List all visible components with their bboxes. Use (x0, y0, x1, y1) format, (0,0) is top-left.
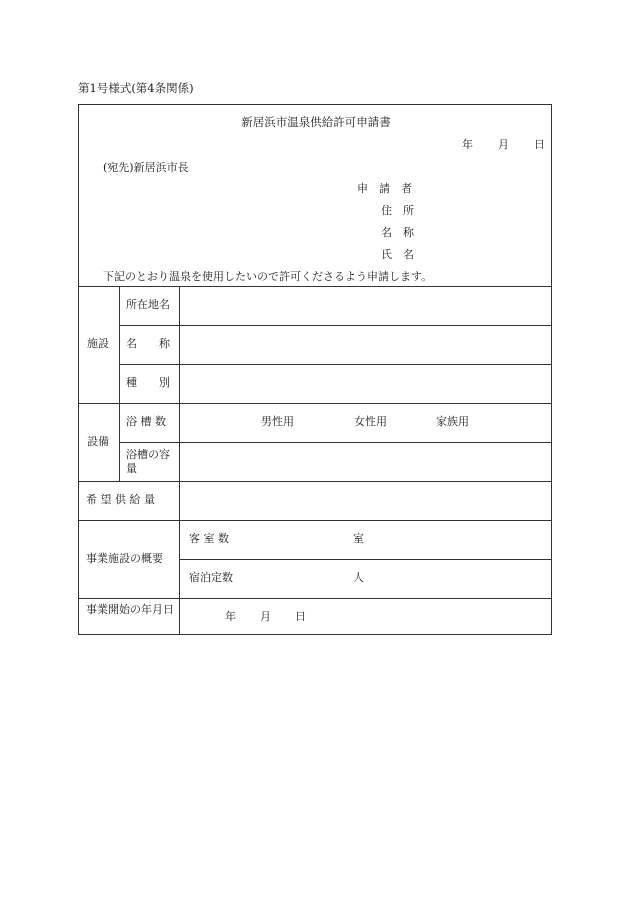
applicant-person-label: 氏 名 (381, 248, 414, 261)
form-number: 第1号様式(第4条関係) (78, 81, 194, 95)
room-unit: 室 (353, 532, 364, 545)
family-label: 家族用 (436, 415, 469, 428)
male-label: 男性用 (261, 415, 294, 428)
facility-type-label: 種 別 (126, 376, 170, 389)
equipment-group-label: 設備 (87, 435, 109, 448)
start-date-label: 事業開始の年月日 (86, 603, 174, 616)
date-year: 年 (462, 138, 473, 151)
applicant-label: 申 請 者 (357, 182, 412, 195)
capacity-label: 宿泊定数 (189, 571, 233, 584)
capacity-unit: 人 (353, 571, 364, 584)
room-count-label: 客 室 数 (189, 532, 229, 545)
female-label: 女性用 (354, 415, 387, 428)
table-top-border (79, 286, 551, 287)
facility-group-label: 施設 (87, 337, 109, 350)
business-overview-label: 事業施設の概要 (86, 552, 163, 565)
bath-count-label: 浴 槽 数 (126, 415, 166, 428)
facility-name-label: 名 称 (126, 337, 170, 350)
request-text: 下記のとおり温泉を使用したいので許可くださるよう申請します。 (103, 270, 433, 283)
desired-supply-label: 希 望 供 給 量 (86, 493, 155, 506)
start-day: 日 (295, 610, 306, 623)
bath-capacity-label: 浴槽の容量 (126, 448, 170, 475)
form-title: 新居浜市温泉供給許可申請書 (241, 115, 391, 129)
date-day: 日 (534, 138, 545, 151)
application-form (78, 104, 552, 635)
date-month: 月 (498, 138, 509, 151)
facility-location-label: 所在地名 (126, 298, 170, 311)
start-month: 月 (260, 610, 271, 623)
addressee: (宛先)新居浜市長 (103, 161, 189, 174)
applicant-address-label: 住 所 (381, 204, 414, 217)
applicant-name-org-label: 名 称 (381, 226, 414, 239)
start-year: 年 (225, 610, 236, 623)
